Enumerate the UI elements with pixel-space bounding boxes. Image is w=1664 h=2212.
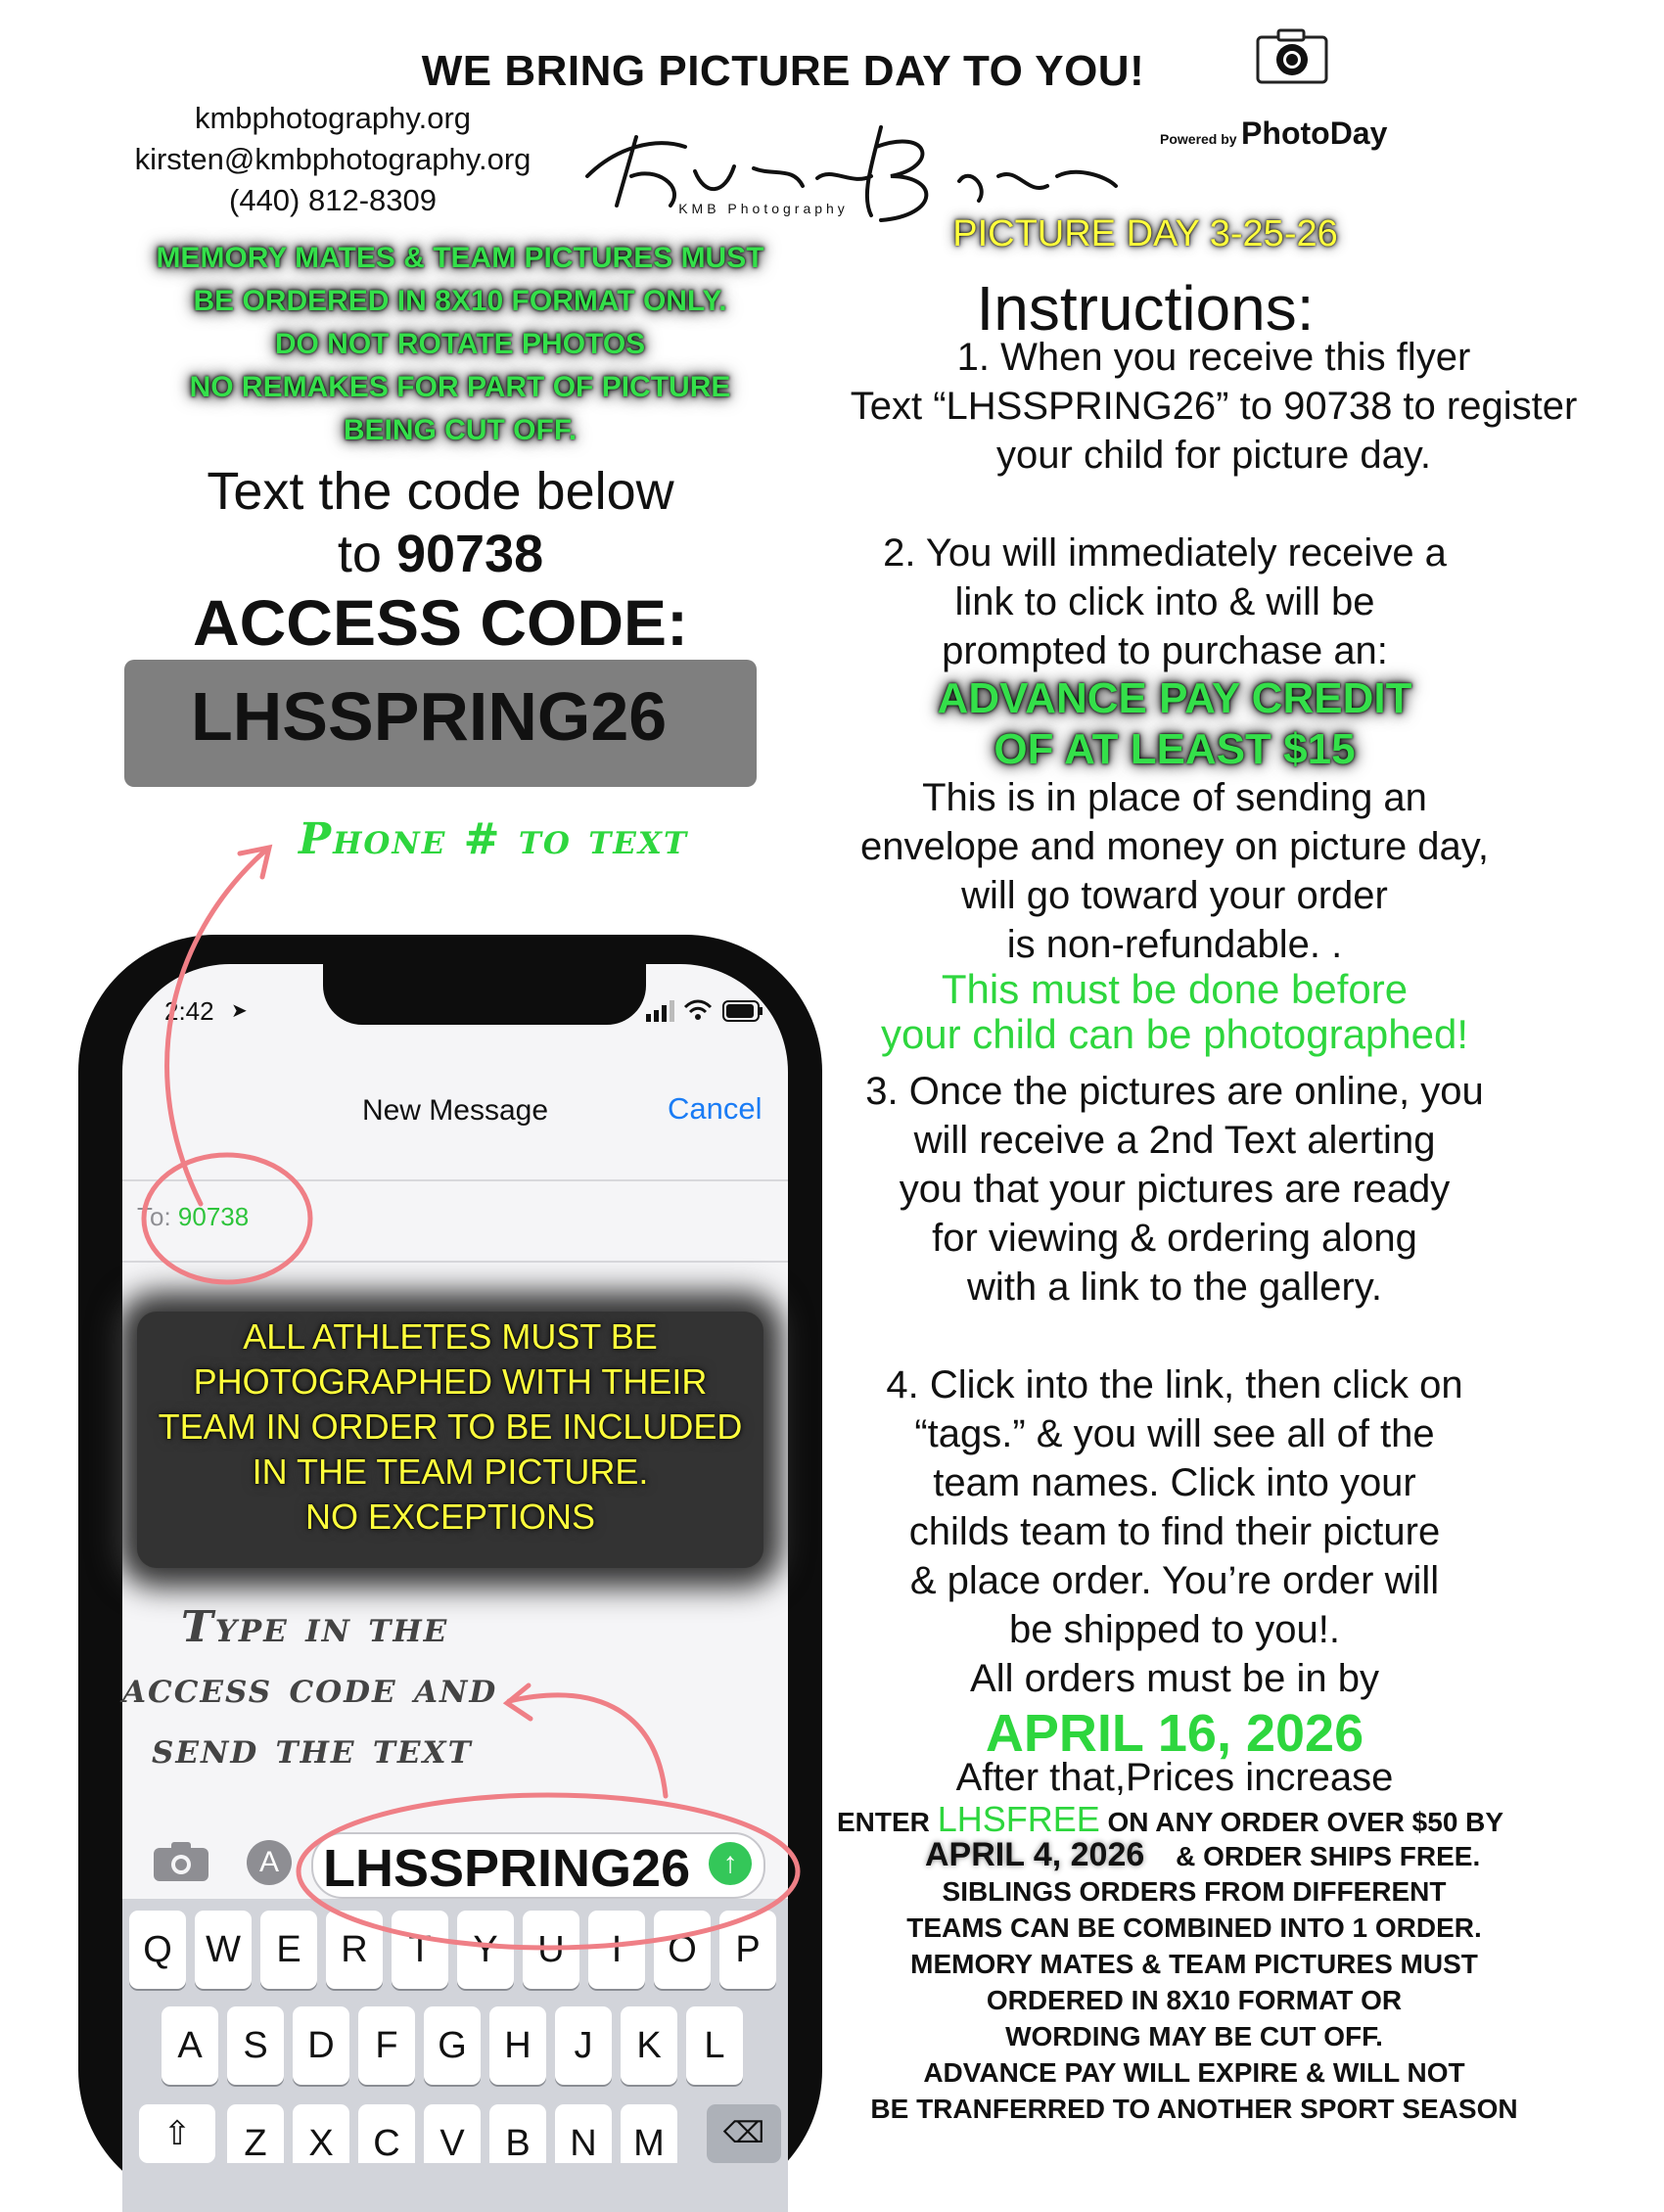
must-be-done-note: This must be done before your child can be photographed! bbox=[880, 966, 1469, 1057]
phone-number: (440) 812-8309 bbox=[229, 183, 437, 217]
key[interactable]: A bbox=[162, 2006, 218, 2085]
key[interactable]: B bbox=[489, 2104, 546, 2163]
signature-subtitle: KMB Photography bbox=[678, 201, 849, 216]
location-icon: ➤ bbox=[231, 1000, 248, 1022]
app-store-icon[interactable]: A bbox=[247, 1840, 292, 1885]
text-instruction: Text the code below to 90738 bbox=[207, 462, 674, 583]
recipient-circle bbox=[144, 1155, 310, 1282]
key[interactable]: J bbox=[555, 2006, 612, 2085]
key[interactable]: E bbox=[260, 1911, 317, 1989]
message-text: LHSSPRING26 bbox=[323, 1839, 691, 1898]
access-code-label: ACCESS CODE: bbox=[192, 586, 689, 659]
key[interactable]: N bbox=[555, 2104, 612, 2163]
key[interactable]: T bbox=[392, 1911, 448, 1989]
headline: WE BRING PICTURE DAY TO YOU! bbox=[421, 47, 1145, 95]
key[interactable]: G bbox=[424, 2006, 481, 2085]
step-3: 3. Once the pictures are online, you will receive a 2nd Text alerting you that your pictures are ready for viewing & ordering along with a link to the gallery. bbox=[865, 1070, 1484, 1309]
order-deadline: APRIL 16, 2026 bbox=[985, 1704, 1364, 1763]
email-link[interactable]: kirsten@kmbphotography.org bbox=[134, 142, 532, 176]
promo-line: ENTER LHSFREE ON ANY ORDER OVER $50 BY bbox=[837, 1799, 1504, 1839]
step-2: 2. You will immediately receive a link to click into & will be prompted to purchase an: bbox=[883, 531, 1447, 672]
key[interactable]: C bbox=[358, 2104, 415, 2163]
key[interactable]: H bbox=[489, 2006, 546, 2085]
status-time: 2:42 bbox=[164, 996, 214, 1026]
instructions-title: Instructions: bbox=[976, 273, 1315, 344]
key[interactable]: D bbox=[293, 2006, 349, 2085]
key[interactable]: V bbox=[424, 2104, 481, 2163]
key[interactable]: X bbox=[293, 2104, 349, 2163]
price-increase-note: After that,Prices increase bbox=[955, 1756, 1394, 1799]
key[interactable]: O bbox=[654, 1911, 711, 1989]
key[interactable]: L bbox=[686, 2006, 743, 2085]
access-code: LHSSPRING26 bbox=[191, 678, 668, 755]
key[interactable]: I bbox=[588, 1911, 645, 1989]
key[interactable]: R bbox=[326, 1911, 383, 1989]
arrow-head-code bbox=[507, 1685, 531, 1719]
message-circle bbox=[299, 1795, 798, 1948]
free-shipping-line: APRIL 4, 2026 & ORDER SHIPS FREE. bbox=[925, 1836, 1481, 1873]
picture-day-date: PICTURE DAY 3-25-26 bbox=[952, 213, 1338, 254]
key[interactable]: Y bbox=[457, 1911, 514, 1989]
key[interactable]: Q bbox=[129, 1911, 186, 1989]
format-warning: MEMORY MATES & TEAM PICTURES MUST BE ORDERED IN 8X10 FORMAT ONLY. DO NOT ROTATE PHOTOS NO REMAKES FOR PART OF PICTURE BEING CUT OFF. bbox=[156, 242, 764, 446]
free-shipping-date: APRIL 4, 2026 bbox=[925, 1836, 1145, 1873]
type-hint: Type in the access code and send the text bbox=[122, 1602, 498, 1774]
advance-pay-credit: ADVANCE PAY CREDIT OF AT LEAST $15 bbox=[937, 674, 1412, 773]
key[interactable]: K bbox=[621, 2006, 677, 2085]
send-arrow-icon[interactable]: ↑ bbox=[709, 1842, 752, 1885]
key[interactable]: Z bbox=[227, 2104, 284, 2163]
to-label: To: bbox=[137, 1202, 171, 1231]
key[interactable]: S bbox=[227, 2006, 284, 2085]
key[interactable]: U bbox=[523, 1911, 579, 1989]
cancel-button[interactable]: Cancel bbox=[668, 1091, 763, 1126]
recipient-value: 90738 bbox=[177, 1202, 250, 1231]
key[interactable]: F bbox=[358, 2006, 415, 2085]
compose-title: New Message bbox=[361, 1094, 549, 1127]
step-4: 4. Click into the link, then click on “tags.” & you will see all of the team names. Click into your childs team to find their picture & place order. You’re order will be shipped to you!. All orders must be in by bbox=[886, 1363, 1463, 1700]
step-1: 1. When you receive this flyer Text “LHSSPRING26” to 90738 to register your child for picture day. bbox=[850, 336, 1578, 477]
short-code: 90738 bbox=[395, 525, 544, 583]
key[interactable]: M bbox=[621, 2104, 677, 2163]
phone-hint: Phone # to text bbox=[299, 814, 689, 864]
photoday-brand: PhotoDay bbox=[1241, 115, 1388, 151]
arrow-line-code bbox=[509, 1695, 666, 1796]
website-link[interactable]: kmbphotography.org bbox=[194, 101, 472, 135]
step-2-details: This is in place of sending an envelope and money on picture day, will go toward your order is non-refundable. . bbox=[860, 776, 1489, 966]
powered-by-label: Powered by bbox=[1160, 131, 1237, 147]
key[interactable]: P bbox=[719, 1911, 776, 1989]
key[interactable]: W bbox=[195, 1911, 252, 1989]
athletes-note: ALL ATHLETES MUST BE PHOTOGRAPHED WITH THEIR TEAM IN ORDER TO BE INCLUDED IN THE TEAM PICTURE. NO EXCEPTIONS bbox=[158, 1316, 743, 1537]
arrow-line-phone bbox=[167, 852, 264, 1204]
promo-code: LHSFREE bbox=[937, 1799, 1100, 1839]
shift-key[interactable]: ⇧ bbox=[139, 2104, 215, 2163]
backspace-key[interactable]: ⌫ bbox=[707, 2104, 781, 2163]
footer-notes: SIBLINGS ORDERS FROM DIFFERENT TEAMS CAN BE COMBINED INTO 1 ORDER. MEMORY MATES & TEAM PICTURES MUST ORDERED IN 8X10 FORMAT OR WORDING MAY BE CUT OFF. ADVANCE PAY WILL EXPIRE & WILL NOT BE TRANFERRED TO ANOTHER SPORT SEASON bbox=[870, 1876, 1518, 2124]
